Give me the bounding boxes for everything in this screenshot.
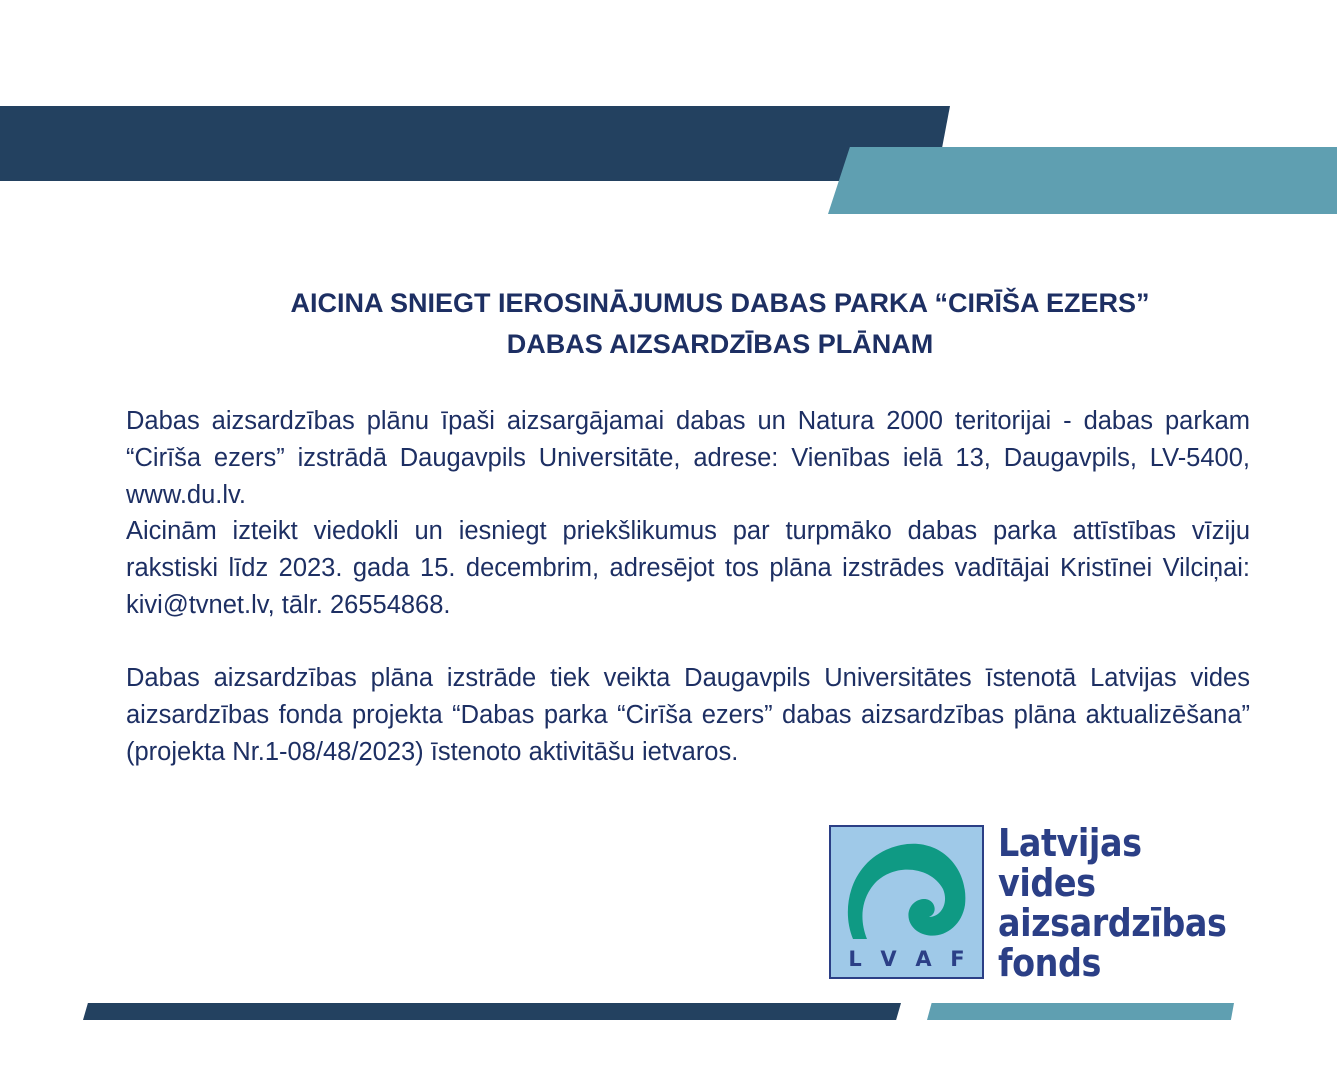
logo-name-line: Latvijas [998, 821, 1142, 865]
bottom-teal-band [927, 1003, 1234, 1020]
top-navy-band [0, 106, 950, 181]
lvaf-letters [831, 947, 982, 971]
page-title-line-2: DABAS AIZSARDZĪBAS PLĀNAM [506, 329, 934, 359]
bottom-navy-band [83, 1003, 901, 1020]
logo-name-line: fonds [998, 941, 1101, 985]
logo-letter: V [880, 947, 897, 971]
top-teal-band [828, 147, 1337, 214]
body-paragraph-3: Dabas aizsardzības plāna izstrāde tiek veikta Daugavpils Universitātes īstenotā Latvijas vides aizsardzības fonda projekta “Dabas parka “Cirīša ezers” dabas aizsardzības plāna aktualizēšana” (projekta Nr.1-08/48/2023) īstenoto aktivitāšu ietvaros. [126, 664, 1250, 766]
body-paragraph-1: Dabas aizsardzības plānu īpaši aizsargājamai dabas un Natura 2000 teritorijai - dabas parkam “Cirīša ezers” izstrādā Daugavpils Universitāte, adrese: Vienības ielā 13, Daugavpils, LV-5400, www.du.lv. [126, 407, 1250, 509]
page-title-line-1: AICINA SNIEGT IEROSINĀJUMUS DABAS PARKA “CIRĪŠA EZERS” [290, 288, 1150, 318]
body-paragraph-2: Aicinām izteikt viedokli un iesniegt priekšlikumus par turpmāko dabas parka attīstības vīziju rakstiski līdz 2023. gada 15. decembrim, adresējot tos plāna izstrādes vadītājai Kristīnei Vilciņai: kivi@tvnet.lv, tālr. 26554868. [126, 517, 1250, 619]
lvaf-logo-name [998, 823, 1258, 983]
logo-name-line: aizsardzības [998, 901, 1227, 945]
logo-letter: F [950, 947, 965, 971]
logo-letter: A [915, 947, 932, 971]
logo-letter: L [848, 947, 862, 971]
logo-name-line: vides [998, 861, 1096, 905]
lvaf-logo-emblem [829, 825, 984, 979]
